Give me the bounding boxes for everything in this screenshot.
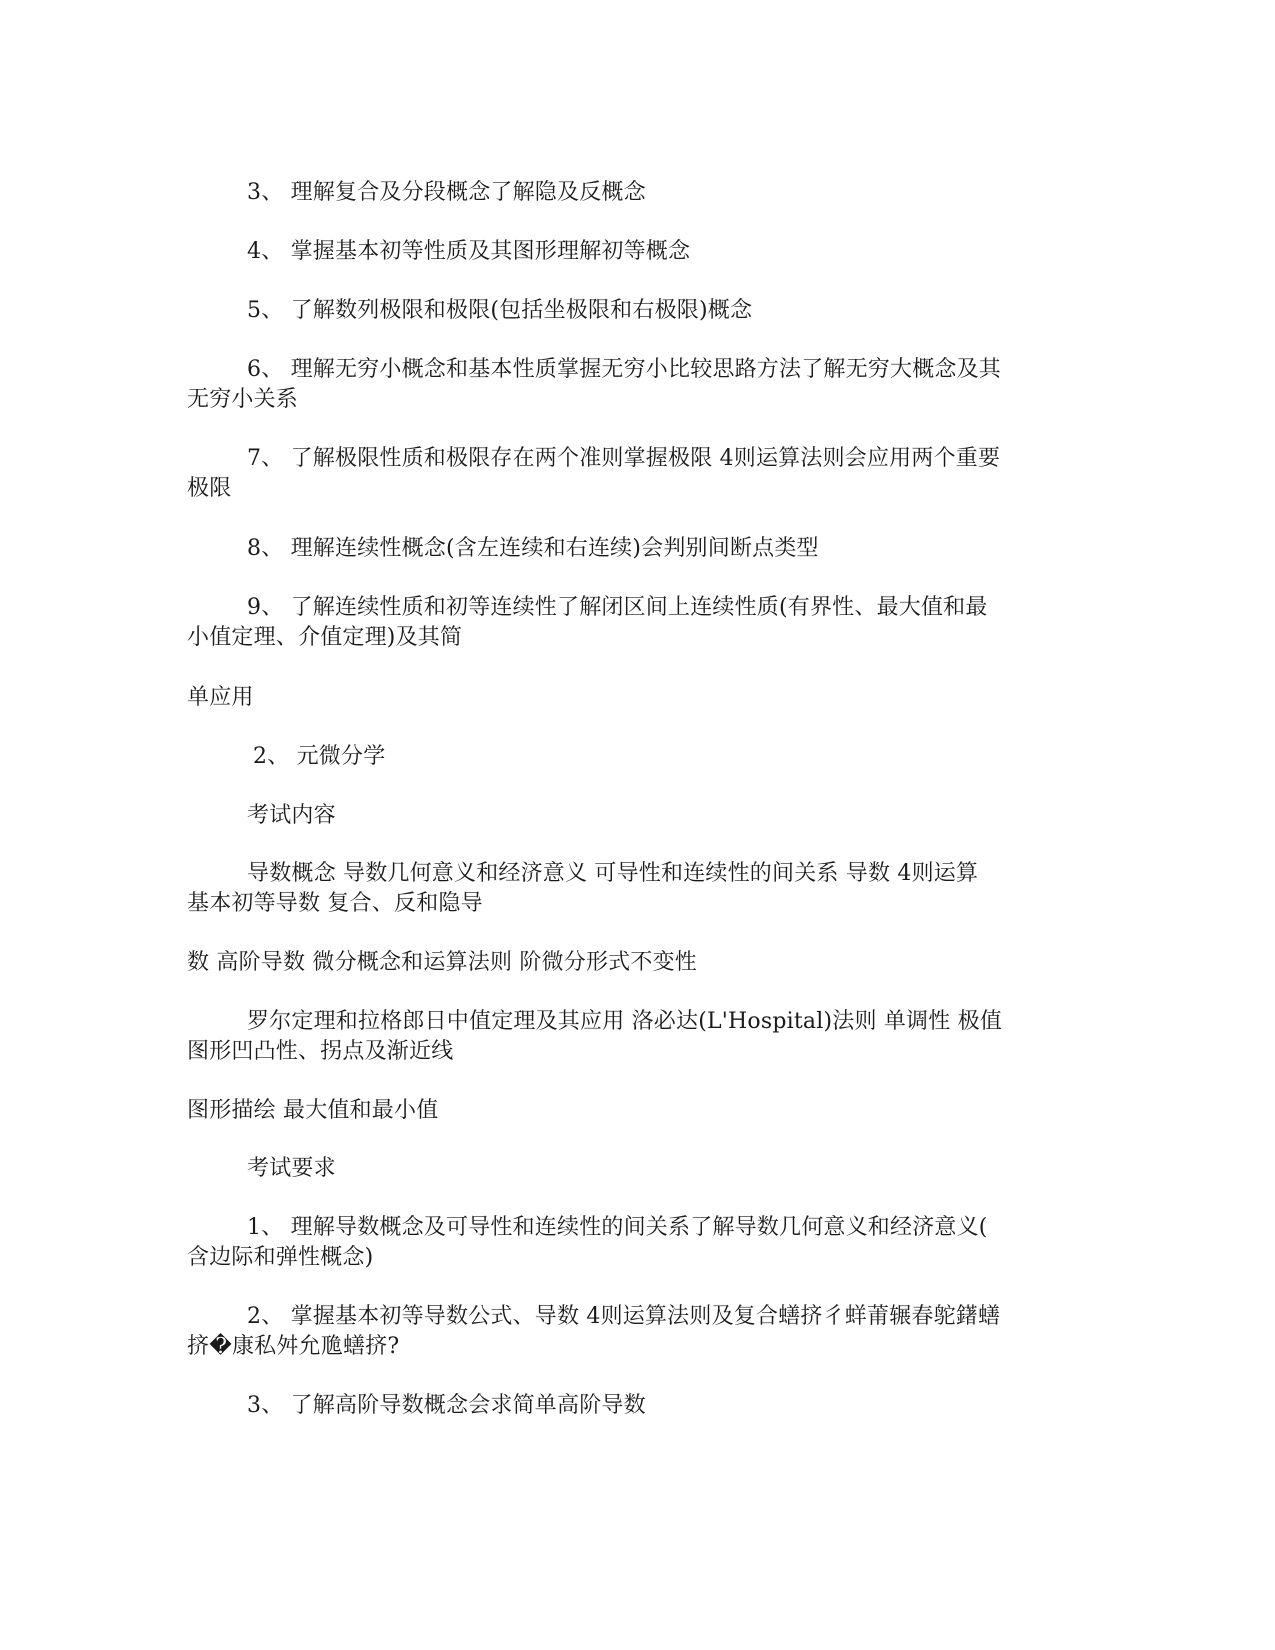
content-para-1-line-1: 导数概念 导数几何意义和经济意义 可导性和连续性的间关系 导数 4则运算 — [247, 861, 979, 886]
req-1-line-2: 含边际和弹性概念) — [187, 1245, 374, 1270]
item-9-line-2: 小值定理、介值定理)及其简 — [187, 625, 463, 650]
content-para-3-line-2: 图形凹凸性、拐点及渐近线 — [187, 1039, 454, 1064]
req-1-line-1: 1、 理解导数概念及可导性和连续性的间关系了解导数几何意义和经济意义( — [247, 1215, 988, 1240]
item-7-line-1: 7、 了解极限性质和极限存在两个准则掌握极限 4则运算法则会应用两个重要 — [247, 446, 1001, 471]
content-para-1-line-2: 基本初等导数 复合、反和隐导 — [187, 891, 483, 916]
exam-requirements-heading: 考试要求 — [247, 1156, 336, 1181]
item-8-line: 8、 理解连续性概念(含左连续和右连续)会判别间断点类型 — [247, 536, 819, 561]
item-3-line: 3、 理解复合及分段概念了解隐及反概念 — [247, 180, 646, 205]
content-para-4: 图形描绘 最大值和最小值 — [187, 1098, 439, 1123]
content-para-2: 数 高阶导数 微分概念和运算法则 阶微分形式不变性 — [187, 950, 697, 975]
content-para-3-line-1: 罗尔定理和拉格郎日中值定理及其应用 洛必达(L'Hospital)法则 单调性 极值 — [247, 1009, 1003, 1034]
req-2-line-1: 2、 掌握基本初等导数公式、导数 4则运算法则及复合蟮挤彳蛘莆辗春鸵鐯蟮 — [247, 1304, 1001, 1329]
exam-content-heading: 考试内容 — [247, 803, 336, 828]
req-3-line: 3、 了解高阶导数概念会求简单高阶导数 — [247, 1393, 646, 1418]
item-6-line-1: 6、 理解无穷小概念和基本性质掌握无穷小比较思路方法了解无穷大概念及其 — [247, 357, 1001, 382]
req-2-line-2: 挤�康私舛允卼蟮挤? — [187, 1334, 400, 1359]
item-7-line-2: 极限 — [187, 476, 232, 501]
section-heading: 2、 元微分学 — [253, 744, 386, 769]
item-9-line-1: 9、 了解连续性质和初等连续性了解闭区间上连续性质(有界性、最大值和最 — [247, 595, 988, 620]
item-9-line-3: 单应用 — [187, 685, 254, 710]
item-5-line: 5、 了解数列极限和极限(包括坐极限和右极限)概念 — [247, 298, 753, 323]
item-6-line-2: 无穷小关系 — [187, 387, 299, 412]
item-4-line: 4、 掌握基本初等性质及其图形理解初等概念 — [247, 239, 691, 264]
